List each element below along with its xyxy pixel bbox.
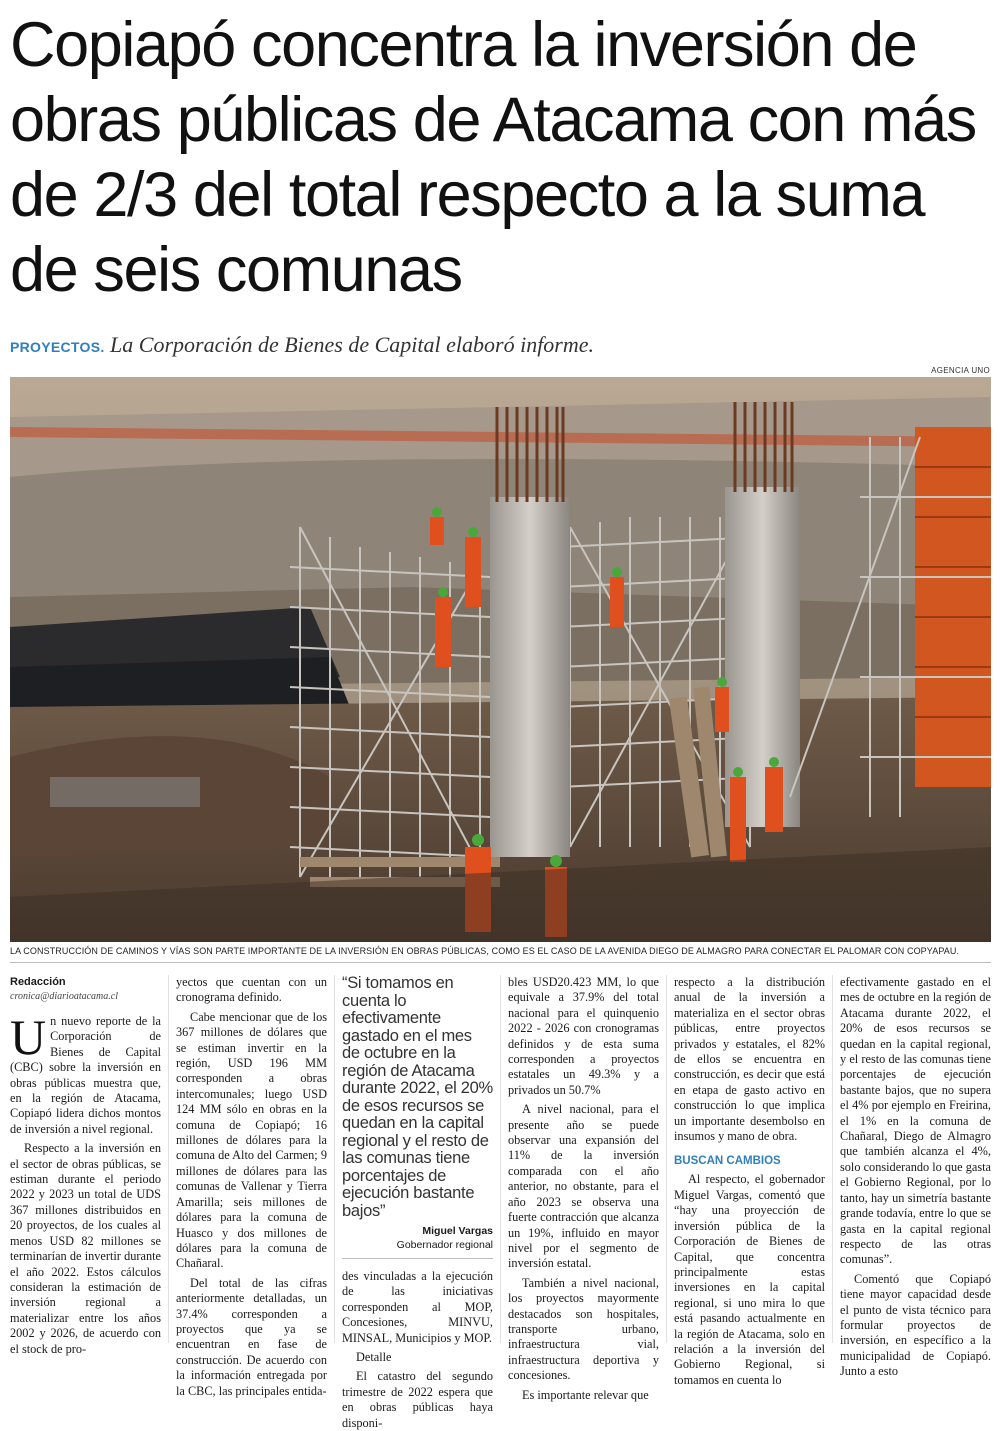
paragraph: respecto a la distribución anual de la inversión a materializa en el sector obras públicas, entre proyectos privados y estatales, el 82% de ellos se encuentra en construcción, es decir que está en etapa de gasto activo en construcción lo que implica un importante desembolso en insumos y mano de obra.	[674, 975, 825, 1144]
paragraph: También a nivel nacional, los proyectos mayormente destacados son hospitales, transporte urbano, infraestructura vial, infraestructura deportiva y concesiones.	[508, 1275, 659, 1383]
photo-credit: AGENCIA UNO	[931, 366, 990, 375]
paragraph: A nivel nacional, para el presente año se puede observar una expansión del 11% de la inversión comparada con el año anterior, no obstante, para el año 2023 se observa una fuerte contracción que alcanza un 19%, influido en mayor nivel por el segmento de inversión estatal.	[508, 1102, 659, 1271]
pull-quote: “Si tomamos en cuenta lo efectivamente gastado en el mes de octubre en la región de Atacama durante 2022, el 20% de esos recursos se quedan en la capital regional y el resto de las comunas tiene porcentajes de ejecución bastante bajos”	[342, 974, 493, 1220]
paragraph: bles USD20.423 MM, lo que equivale a 37.9% del total nacional para el quinquenio 2022 - 2026 con cronogramas definidos y de esta suma corresponden a proyectos estatales un 49.3% y a privados un 50.7%	[508, 975, 659, 1097]
byline-email: cronica@diarioatacama.cl	[10, 991, 118, 1002]
photo-caption: LA CONSTRUCCIÓN DE CAMINOS Y VÍAS SON PARTE IMPORTANTE DE LA INVERSIÓN EN OBRAS PÚBLICAS, COMO ES EL CASO DE LA AVENIDA DIEGO DE ALMAGRO PARA CONECTAR EL PALOMAR CON COPYAPAU.	[10, 945, 991, 963]
construction-photo	[10, 377, 991, 942]
article-column-3	[342, 974, 493, 1430]
headline: Copiapó concentra la inversión de obras públicas de Atacama con más de 2/3 del total respecto a la suma de seis comunas	[10, 10, 976, 305]
column-rule	[832, 975, 833, 1343]
pull-quote-role: Gobernador regional	[342, 1238, 493, 1259]
paragraph: Comentó que Copiapó tiene mayor capacidad desde el punto de vista técnico para formular proyectos de inversión, en específico a la municipalidad de Copiapó. Junto a esto	[840, 1271, 991, 1379]
paragraph-subtitle: Detalle	[356, 1350, 392, 1365]
paragraph: El catastro del segundo trimestre de 2022 espera que en obras públicas haya disponi-	[342, 1369, 493, 1430]
byline-name: Redacción	[10, 976, 66, 988]
article-column-5	[674, 975, 825, 1387]
pull-quote-author: Miguel Vargas	[422, 1225, 493, 1237]
paragraph: efectivamente gastado en el mes de octubre en la región de Atacama durante 2022, el 20% de esos recursos se quedan en la capital regional, y el resto de las comunas tiene porcentajes de ejecución bastante bajos, que no supera el 4% por ejemplo en Freirina, el 1% en la comuna de Chañaral, Diego de Almagro que también alcanza el 4%, solo considerando lo que gasta el Gobierno Regional, por lo tanto, hay un simetría bastante grande todavía, entre lo que se gasta en la capital regional respecto de las otras comunas”.	[840, 975, 991, 1267]
column-rule	[168, 975, 169, 1343]
kicker-row	[10, 330, 995, 360]
article-column-2	[176, 975, 327, 1398]
article-column-6	[840, 975, 991, 1379]
paragraph: Del total de las cifras anteriormente detalladas, un 37.4% corresponden a proyectos que ya se encuentran en fase de construcción. De acuerdo con la información entregada por la CBC, las principales entida-	[176, 1275, 327, 1398]
paragraph: Es importante relevar que	[522, 1387, 649, 1402]
paragraph: des vinculadas a la ejecución de las iniciativas corresponden al MOP, Concesiones, MINVU, MINSAL, Municipios y MOP.	[342, 1269, 493, 1345]
paragraph: Al respecto, el gobernador Miguel Vargas, comentó que “hay una proyección de inversión pública de la Corporación de Bienes de Capital, que concentra principalmente estas inversiones en la capital regional, si uno mira lo que está pasando actualmente en la región de Atacama, solo en relación a la inversión del Gobierno Regional, si tomamos en cuenta lo	[674, 1172, 825, 1387]
section-heading: BUSCAN CAMBIOS	[674, 1155, 781, 1168]
article-column-1	[10, 975, 161, 1356]
paragraph-text: n nuevo reporte de la Corporación de Bienes de Capital (CBC) sobre la inversión en obras públicas muestra que, en la región de Atacama, Copiapó lidera dichos montos de inversión a nivel regional.	[10, 1014, 161, 1136]
column-rule	[500, 975, 501, 1343]
column-rule	[666, 975, 667, 1343]
paragraph: yectos que cuentan con un cronograma definido.	[176, 975, 327, 1005]
paragraph: Cabe mencionar que de los 367 millones de dólares que se estiman invertir en la región, USD 196 MM corresponden a obras intercomunales; luego USD 124 MM sólo en obras en la comuna de Copiapó; 16 millones de dólares para la comuna de Alto del Carmen; 9 millones de dólares para las comunas de Vallenar y Tierra Amarilla; seis millones de dólares para la comuna de Huasco y dos millones de dólares para la comuna de Chañaral.	[176, 1009, 327, 1271]
paragraph: Respecto a la inversión en el sector de obras públicas, se estiman durante el periodo 2022 y 2023 un total de UDS 367 millones distribuidos en 20 proyectos, de los cuales al menos USD 82 millones se terminarían de invertir durante el año 2022. Estos cálculos consideran la estimación de inversión regional a materializar entre los años 2002 y 2026, de acuerdo con el stock de pro-	[10, 1141, 161, 1356]
column-rule	[334, 975, 335, 1343]
article-column-4	[508, 975, 659, 1402]
lead-paragraph	[10, 1009, 161, 1137]
section-kicker: PROYECTOS.	[10, 339, 105, 355]
subheadline: La Corporación de Bienes de Capital elaboró informe.	[110, 332, 595, 357]
drop-cap: U	[10, 1009, 47, 1065]
